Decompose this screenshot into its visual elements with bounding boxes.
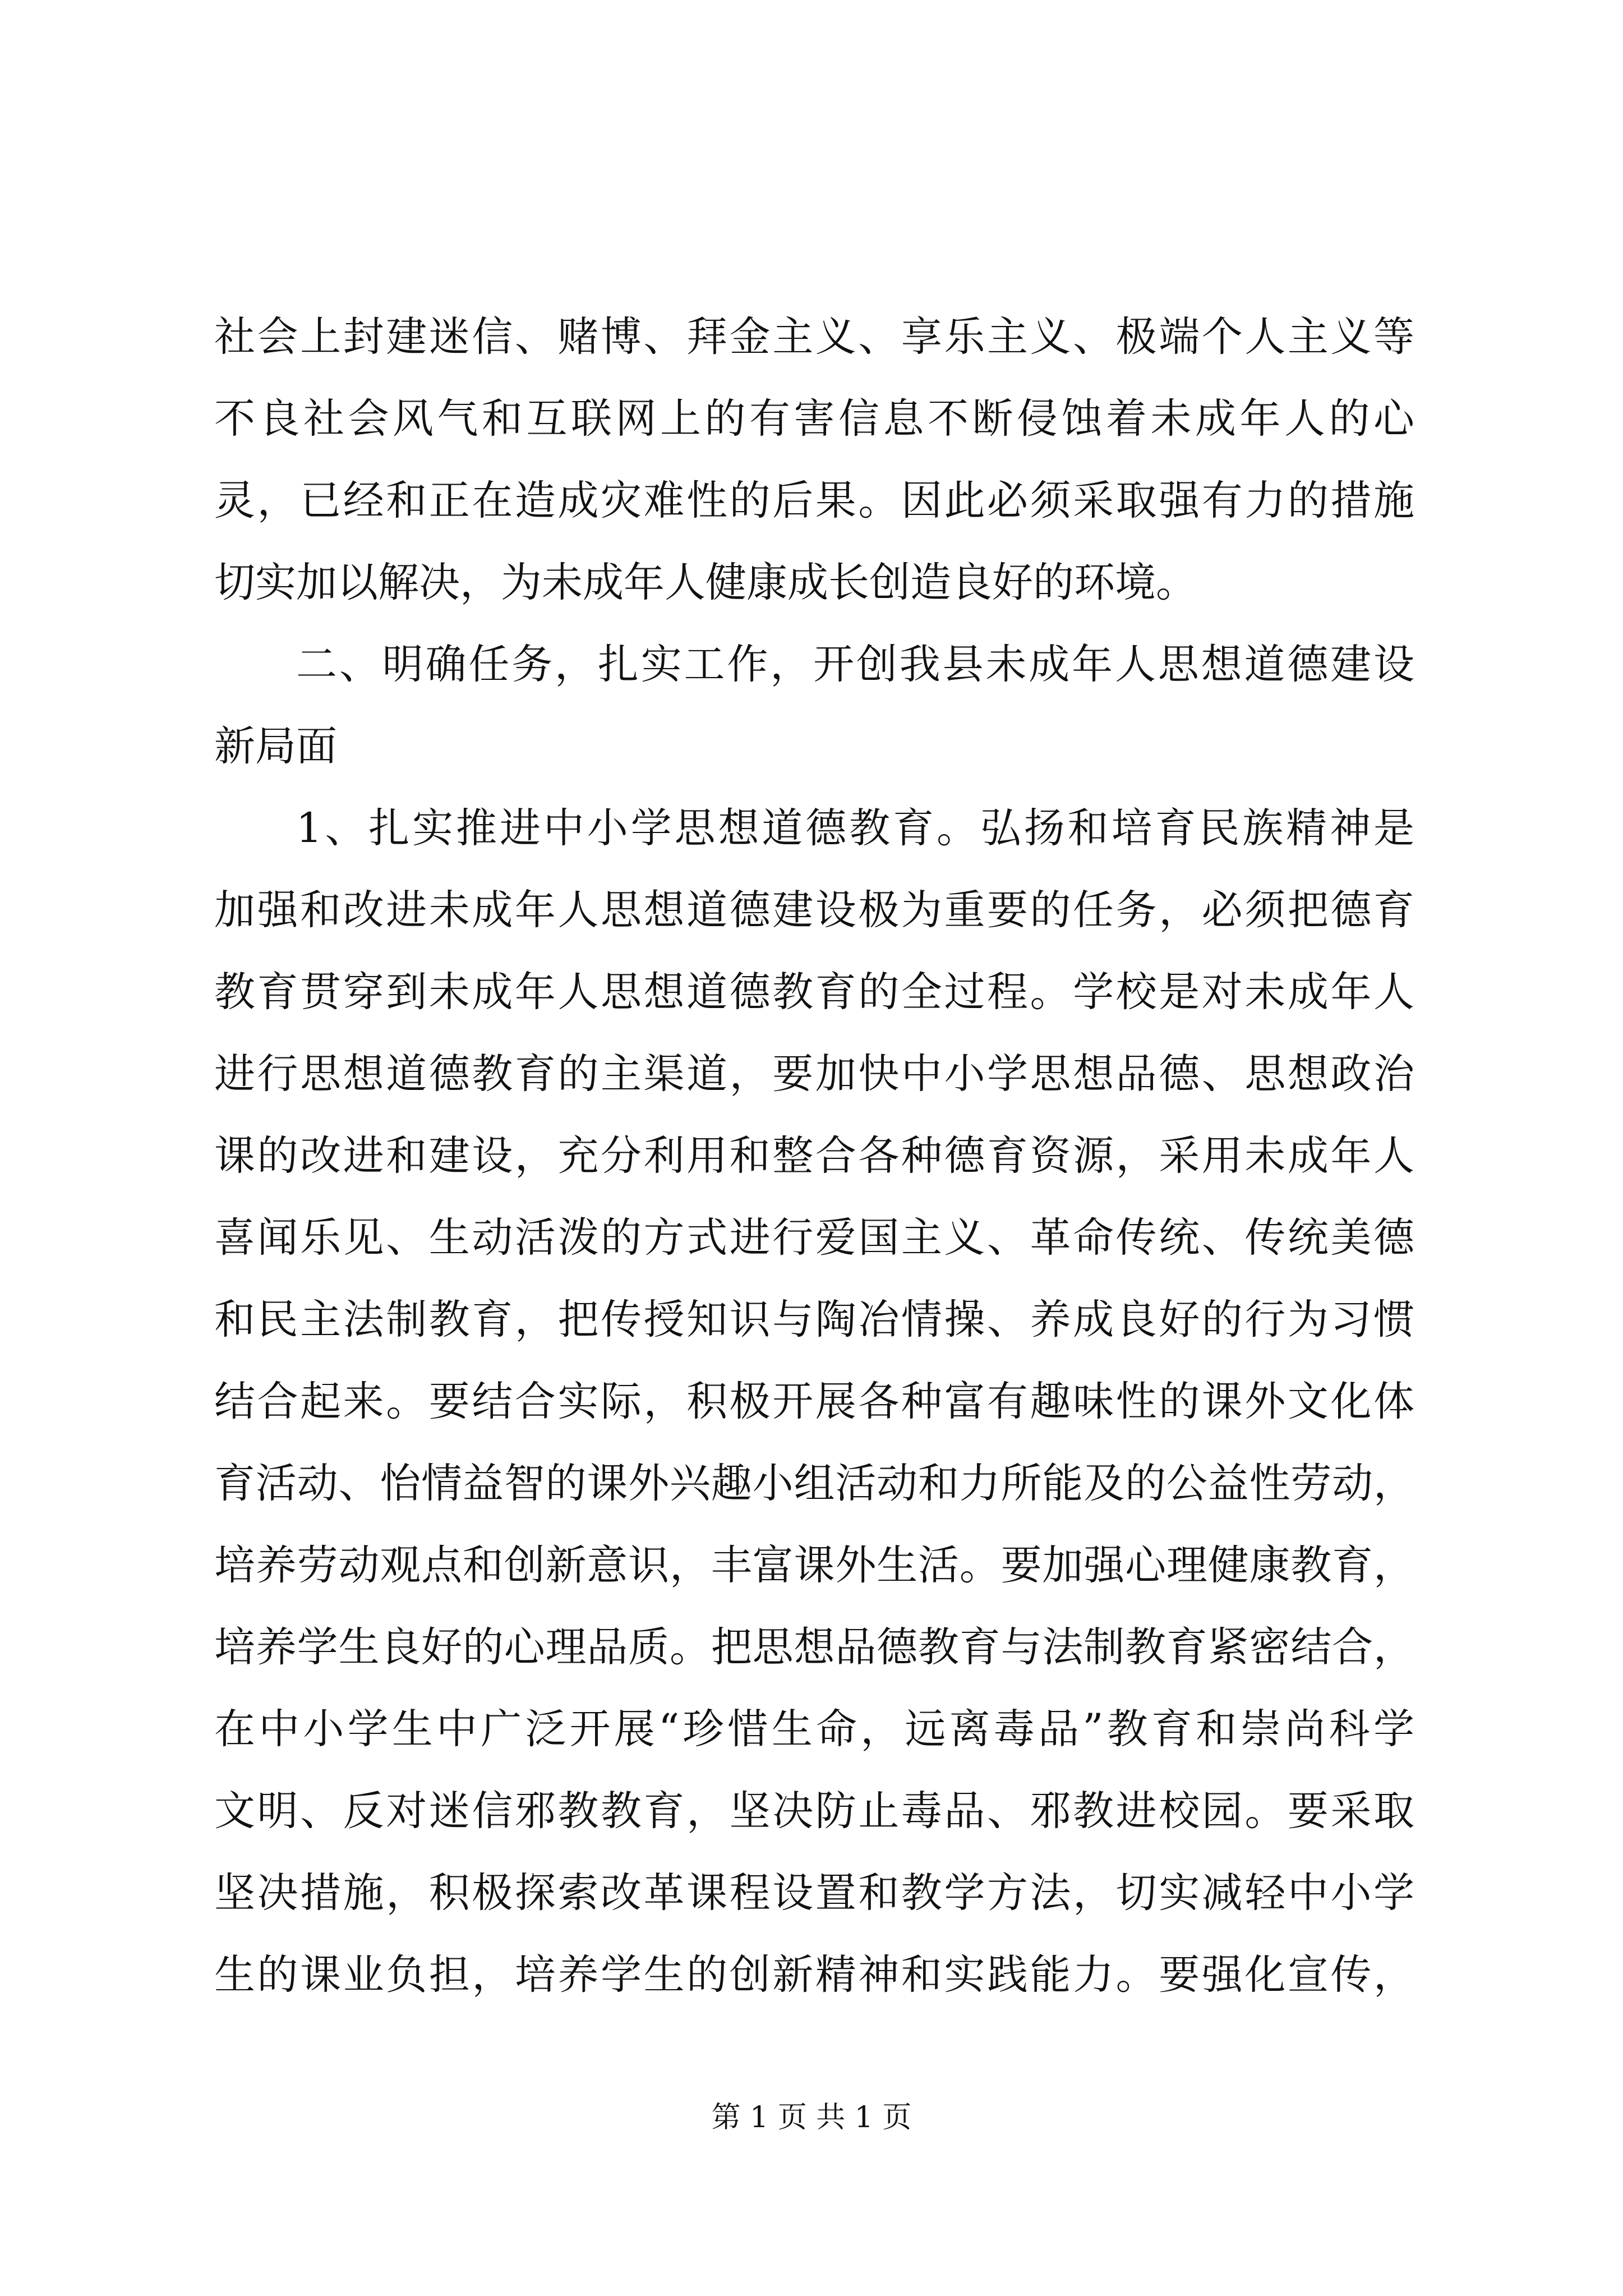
text-line: 不良社会风气和互联网上的有害信息不断侵蚀着未成年人的心 [214,395,1414,443]
text-line: 喜闻乐见、生动活泼的方式进行爱国主义、革命传统、传统美德 [214,1214,1414,1262]
text-line: 和民主法制教育，把传授知识与陶冶情操、养成良好的行为习惯 [214,1296,1414,1343]
text-line: 育活动、怡情益智的课外兴趣小组活动和力所能及的公益性劳动， [214,1460,1414,1507]
text-line: 灵，已经和正在造成灾难性的后果。因此必须采取强有力的措施 [214,477,1414,524]
text-line: 教育贯穿到未成年人思想道德教育的全过程。学校是对未成年人 [214,968,1414,1016]
section-heading-line: 新局面 [214,723,337,770]
text-line: 培养劳动观点和创新意识，丰富课外生活。要加强心理健康教育， [214,1542,1414,1589]
text-line: 1、扎实推进中小学思想道德教育。弘扬和培育民族精神是 [296,804,1414,852]
text-line: 切实加以解决，为未成年人健康成长创造良好的环境。 [214,559,1197,606]
page-number-footer: 第 1 页 共 1 页 [711,2101,912,2134]
text-line: 加强和改进未成年人思想道德建设极为重要的任务，必须把德育 [214,886,1414,934]
text-line: 在中小学生中广泛开展“珍惜生命，远离毒品”教育和崇尚科学 [214,1705,1414,1753]
text-line: 课的改进和建设，充分利用和整合各种德育资源，采用未成年人 [214,1132,1414,1180]
text-line: 社会上封建迷信、赌博、拜金主义、享乐主义、极端个人主义等 [214,313,1414,361]
text-line: 培养学生良好的心理品质。把思想品德教育与法制教育紧密结合， [214,1623,1414,1671]
text-line: 进行思想道德教育的主渠道，要加快中小学思想品德、思想政治 [214,1050,1414,1098]
document-body [214,296,1414,2016]
text-line: 结合起来。要结合实际，积极开展各种富有趣味性的课外文化体 [214,1378,1414,1425]
text-line: 坚决措施，积极探索改革课程设置和教学方法，切实减轻中小学 [214,1869,1414,1917]
text-line: 生的课业负担，培养学生的创新精神和实践能力。要强化宣传， [214,1951,1414,1999]
section-heading-line: 二、明确任务，扎实工作，开创我县未成年人思想道德建设 [296,641,1414,688]
text-line: 文明、反对迷信邪教教育，坚决防止毒品、邪教进校园。要采取 [214,1787,1414,1835]
